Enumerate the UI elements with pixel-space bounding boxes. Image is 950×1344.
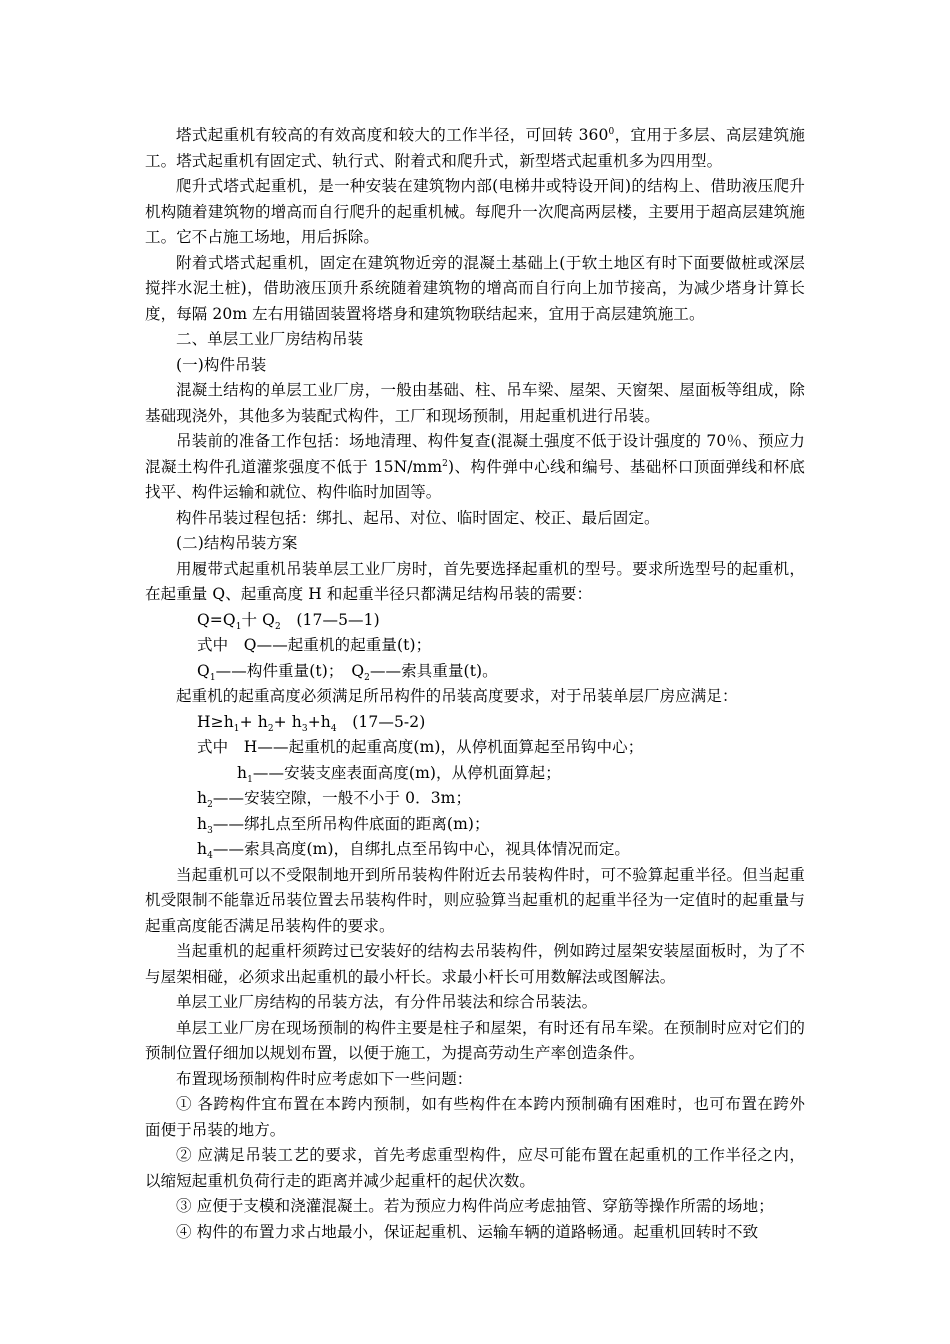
paragraph: $Q=Q_1$十 $Q_2$ (17—5—1) [197, 610, 380, 632]
paragraph: ④ 构件的布置力求占地最小，保证起重机、运输车辆的道路畅通。起重机回转时不致 [176, 1222, 759, 1241]
paragraph: $Q_1——$构件重量(t)； $Q_2——$索具重量(t)。 [197, 661, 498, 683]
paragraph: 附着式塔式起重机，固定在建筑物近旁的混凝土基础上(于软土地区有时下面要做桩或深层搅拌水泥土桩)，借助液压顶升系统随着建筑物的增高而自行向上加节接高，为减少塔身计算长度，每隔 20m 左右用锚固装置将塔身和建筑物联结起来，宜用于高层建筑施工。 [145, 253, 805, 323]
paragraph: 当起重机的起重杆须跨过已安装好的结构去吊装构件，例如跨过屋架安装屋面板时，为了不与屋架相碰，必须求出起重机的最小杆长。求最小杆长可用数解法或图解法。 [145, 942, 805, 986]
paragraph: $h_1——$安装支座表面高度(m)，从停机面算起； [237, 763, 561, 785]
paragraph: 式中 Q——起重机的起重量(t)； [197, 636, 432, 654]
document-body [145, 123, 805, 1245]
paragraph: $h_3——$绑扎点至所吊构件底面的距离(m)； [197, 814, 490, 836]
paragraph: ① 各跨构件宜布置在本跨内预制，如有些构件在本跨内预制确有困难时，也可布置在跨外面便于吊装的地方。 [145, 1095, 805, 1139]
paragraph: 单层工业厂房在现场预制的构件主要是柱子和屋架，有时还有吊车梁。在预制时应对它们的预制位置仔细加以规划布置，以便于施工，为提高劳动生产率创造条件。 [145, 1018, 805, 1062]
paragraph: $h_2——$安装空隙，一般不小于 0．3m； [197, 789, 472, 811]
paragraph: $H\ge h_1+ h_2+ h_3+h_4$ (17—5-2) [197, 712, 426, 734]
paragraph: 构件吊装过程包括：绑扎、起吊、对位、临时固定、校正、最后固定。 [176, 508, 660, 527]
paragraph: $h_4——$索具高度(m)，自绑扎点至吊钩中心，视具体情况而定。 [197, 840, 631, 862]
paragraph: 二、单层工业厂房结构吊装 [176, 330, 364, 348]
paragraph: 塔式起重机有较高的有效高度和较大的工作半径，可回转 $360^0$，宜用于多层、高层建筑施工。塔式起重机有固定式、轨行式、附着式和爬升式，新型塔式起重机多为四用型。 [145, 126, 806, 170]
paragraph: 式中 H——起重机的起重高度(m)，从停机面算起至吊钩中心； [197, 738, 644, 756]
paragraph: 爬升式塔式起重机，是一种安装在建筑物内部(电梯井或特设开间)的结构上、借助液压爬升机构随着建筑物的增高而自行爬升的起重机械。每爬升一次爬高两层楼，主要用于超高层建筑施工。它不占施工场地，用后拆除。 [145, 177, 805, 246]
paragraph: (一)构件吊装 [176, 355, 267, 374]
paragraph: 当起重机可以不受限制地开到所吊装构件附近去吊装构件时，可不验算起重半径。但当起重机受限制不能靠近吊装位置去吊装构件时，则应验算当起重机的起重半径为一定值时的起重量与起重高度能否满足吊装构件的要求。 [145, 865, 805, 935]
paragraph: 单层工业厂房结构的吊装方法，有分件吊装法和综合吊装法。 [176, 993, 598, 1011]
paragraph: ② 应满足吊装工艺的要求，首先考虑重型构件，应尽可能布置在起重机的工作半径之内，以缩短起重机负荷行走的距离并减少起重杆的起伏次数。 [145, 1146, 805, 1190]
paragraph: 布置现场预制构件时应考虑如下一些问题： [176, 1069, 473, 1088]
paragraph: 吊装前的准备工作包括：场地清理、构件复查(混凝土强度不低于设计强度的 70％、预应力混凝土构件孔道灌浆强度不低于 $15N/mm^2$)、构件弹中心线和编号、基础杯口顶面弹线和杯底找平、构件运输和就位、构件临时加固等。 [145, 432, 805, 501]
paragraph: (二)结构吊装方案 [176, 534, 298, 552]
paragraph: 混凝土结构的单层工业厂房，一般由基础、柱、吊车梁、屋架、天窗架、屋面板等组成，除基础现浇外，其他多为装配式构件，工厂和现场预制，用起重机进行吊装。 [145, 381, 805, 425]
paragraph: ③ 应便于支模和浇灌混凝土。若为预应力构件尚应考虑抽管、穿筋等操作所需的场地； [176, 1197, 774, 1215]
paragraph: 起重机的起重高度必须满足所吊构件的吊装高度要求，对于吊装单层厂房应满足： [176, 687, 738, 705]
paragraph: 用履带式起重机吊装单层工业厂房时，首先要选择起重机的型号。要求所选型号的起重机，在起重量 Q、起重高度 H 和起重半径只都满足结构吊装的需要： [145, 559, 805, 603]
